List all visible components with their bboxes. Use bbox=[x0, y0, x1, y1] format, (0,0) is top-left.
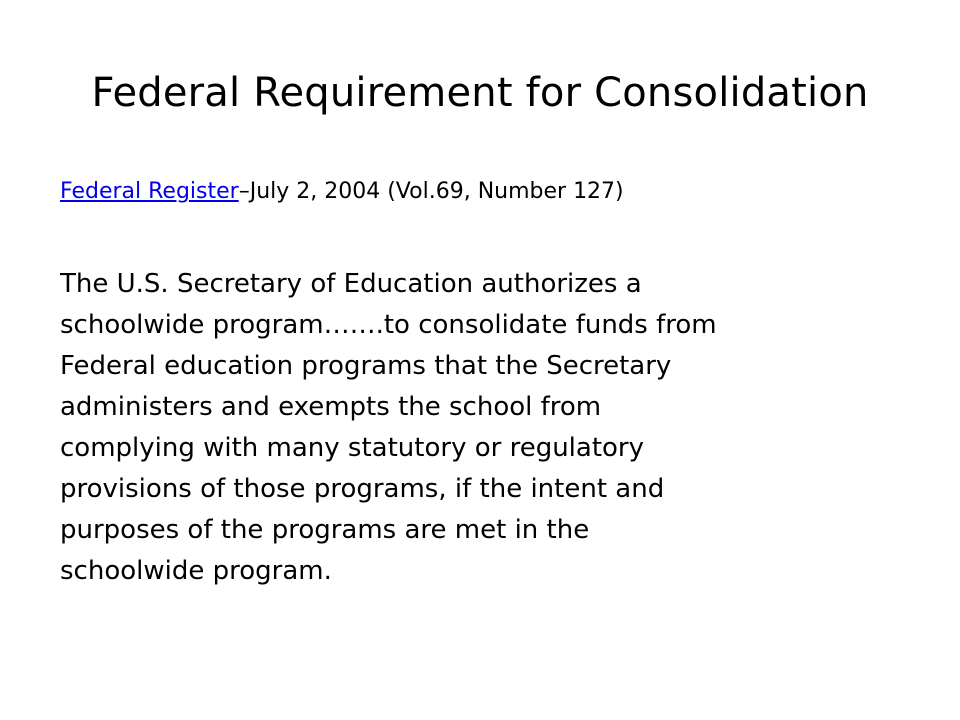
body-line: The U.S. Secretary of Education authorizes a bbox=[60, 269, 642, 299]
body-line: purposes of the programs are met in the bbox=[60, 515, 590, 545]
body-paragraph bbox=[60, 264, 910, 592]
body-line: Federal education programs that the Secretary bbox=[60, 351, 672, 381]
body-line: schoolwide program…….to consolidate funds from bbox=[60, 310, 717, 340]
slide-title: Federal Requirement for Consolidation bbox=[91, 70, 869, 116]
citation-line bbox=[60, 172, 624, 212]
body-line: schoolwide program. bbox=[60, 556, 332, 586]
body-line: administers and exempts the school from bbox=[60, 392, 602, 422]
citation-details: –July 2, 2004 (Vol.69, Number 127) bbox=[238, 179, 624, 204]
body-line: complying with many statutory or regulatory bbox=[60, 433, 645, 463]
body-line: provisions of those programs, if the intent and bbox=[60, 474, 665, 504]
federal-register-link[interactable]: Federal Register bbox=[60, 179, 239, 204]
